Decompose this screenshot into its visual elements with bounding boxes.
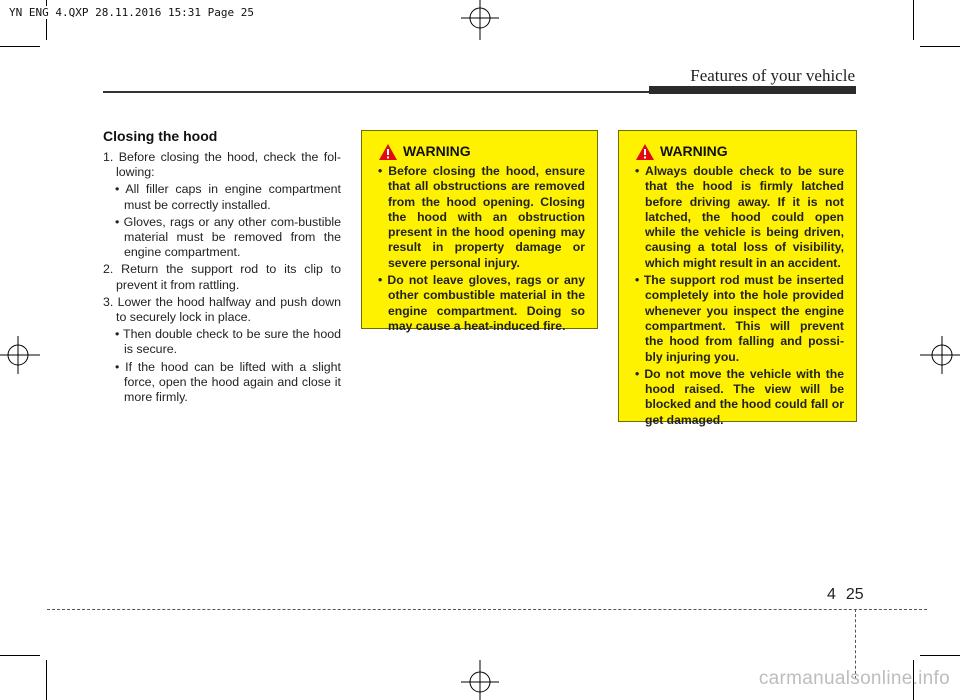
print-slug: YN ENG 4.QXP 28.11.2016 15:31 Page 25 xyxy=(6,6,257,19)
registration-mark-icon xyxy=(920,330,960,380)
warning-list xyxy=(374,164,585,334)
instruction-step: 2. Return the support rod to its clip to prevent it from rattling. xyxy=(103,262,341,292)
warning-triangle-icon xyxy=(635,143,655,161)
instruction-bullet: • If the hood can be lifted with a slight force, open the hood again and close it more firmly. xyxy=(115,359,341,405)
warning-item: • Do not leave gloves, rags or any other combustible material in the engine compartment. Doing so may cause a heat-induced fire. xyxy=(378,273,585,333)
crop-mark xyxy=(0,655,40,656)
header-rule xyxy=(103,91,649,93)
warning-triangle-icon xyxy=(378,143,398,161)
instruction-step: 1. Before closing the hood, check the fol-lowing: xyxy=(103,150,341,180)
crop-mark xyxy=(920,655,960,656)
warning-item: • Always double check to be sure that the hood is firmly latched before driving away. If it is not latched, the hood could open while the vehicle is being driven, causing a total loss of visibility, which might result in an accident. xyxy=(635,164,844,270)
instruction-bullet: • Gloves, rags or any other com-bustible material must be removed from the engine compartment. xyxy=(115,214,341,260)
header-rule-bar xyxy=(649,86,856,94)
warning-header xyxy=(378,143,585,161)
crop-mark xyxy=(46,660,47,700)
warning-item: • The support rod must be inserted completely into the hole provided whenever you inspect the engine compartment. This will prevent the hood from falling and possi-bly injuring you. xyxy=(635,273,844,364)
instructions-column xyxy=(103,150,341,407)
crop-mark xyxy=(0,46,40,47)
warning-box-2 xyxy=(618,130,857,427)
warning-item: • Do not move the vehicle with the hood raised. The view will be blocked and the hood could fall or get damaged. xyxy=(635,366,844,427)
watermark: carmanualsonline.info xyxy=(758,668,950,689)
instruction-bullet: • All filler caps in engine compartment must be correctly installed. xyxy=(115,182,341,212)
registration-mark-icon xyxy=(0,330,40,380)
warning-box-1 xyxy=(361,130,598,333)
instruction-step: 3. Lower the hood halfway and push down to securely lock in place. xyxy=(103,294,341,325)
registration-mark-icon xyxy=(455,660,505,700)
registration-mark-icon xyxy=(455,0,505,40)
warning-item: • Before closing the hood, ensure that all obstructions are removed from the hood opening. Closing the hood with an obstruction present in the hood opening may result in property damage or severe personal injury. xyxy=(378,164,585,270)
warning-title: WARNING xyxy=(660,143,728,160)
footer-dashed-rule xyxy=(47,609,927,610)
warning-title: WARNING xyxy=(403,143,471,160)
crop-mark xyxy=(913,0,914,40)
warning-header xyxy=(635,143,844,161)
page-number-value: 25 xyxy=(845,586,864,603)
page-number xyxy=(827,586,864,604)
chapter-number: 4 xyxy=(827,586,836,603)
crop-mark xyxy=(920,46,960,47)
instruction-bullet: • Then double check to be sure the hood is secure. xyxy=(115,327,341,357)
warning-list xyxy=(631,164,844,428)
page-header-title: Features of your vehicle xyxy=(690,66,855,85)
section-title: Closing the hood xyxy=(103,128,218,144)
